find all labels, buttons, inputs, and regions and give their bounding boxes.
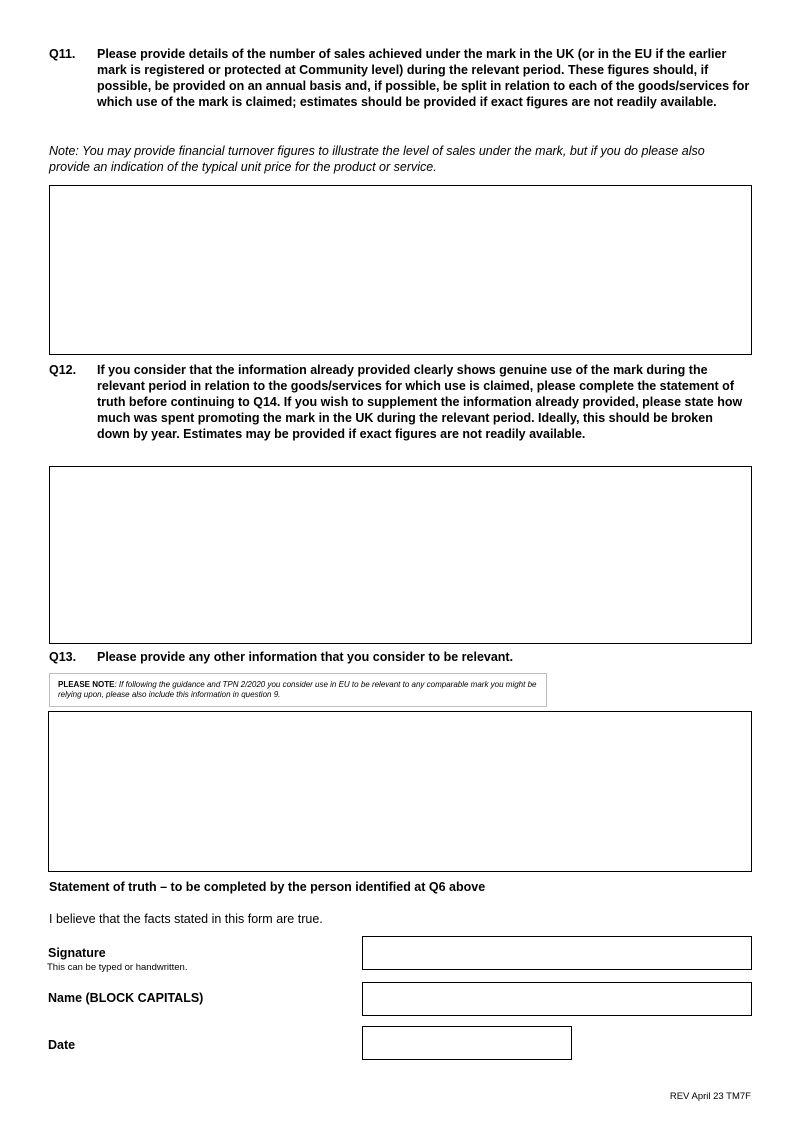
q13-text: Please provide any other information that you consider to be relevant. <box>97 650 514 664</box>
please-note-text: : If following the guidance and TPN 2/2020 you consider use in EU to be relevant to any comparable mark you might be relying upon, please also include this information in question 9. <box>58 680 537 699</box>
q11-answer-box[interactable] <box>49 185 752 355</box>
q11-text: Please provide details of the number of sales achieved under the mark in the UK (or in the EU if the earlier mark is registered or protected at Community level) during the relevant period. These figures should, if possible, be provided on an annual basis and, if possible, be split in relation to each of the goods/services for which use of the mark is claimed; estimates should be provided if exact figures are not readily available. <box>97 47 750 109</box>
date-label: Date <box>48 1038 76 1052</box>
q12-number: Q12. <box>49 363 77 377</box>
q12-text: If you consider that the information already provided clearly shows genuine use of the mark during the relevant period in relation to the goods/services for which use is claimed, please complete the statement of truth before continuing to Q14. If you wish to supplement the information already provided, please state how much was spent promoting the mark in the UK during the relevant period. Ideally, this should be broken down by year. Estimates may be provided if exact figures are not readily available. <box>97 363 743 441</box>
signature-label: Signature <box>48 946 106 960</box>
name-label: Name (BLOCK CAPITALS) <box>48 991 204 1005</box>
statement-of-truth-heading: Statement of truth – to be completed by the person identified at Q6 above <box>49 880 486 894</box>
date-field[interactable] <box>362 1026 572 1060</box>
q11-number: Q11. <box>49 47 76 61</box>
please-note-label: PLEASE NOTE <box>58 680 115 689</box>
signature-hint: This can be typed or handwritten. <box>47 962 188 973</box>
please-note-box <box>49 673 547 707</box>
footer-revision: REV April 23 TM7F <box>669 1091 751 1102</box>
statement-belief-text: I believe that the facts stated in this form are true. <box>49 912 323 926</box>
q11-note: Note: You may provide financial turnover figures to illustrate the level of sales under the mark, but if you do please also provide an indication of the typical unit price for the product or service. <box>49 144 705 174</box>
q13-answer-box[interactable] <box>48 711 752 872</box>
q13-number: Q13. <box>49 650 77 664</box>
signature-field[interactable] <box>362 936 752 970</box>
q12-answer-box[interactable] <box>49 466 752 644</box>
name-field[interactable] <box>362 982 752 1016</box>
